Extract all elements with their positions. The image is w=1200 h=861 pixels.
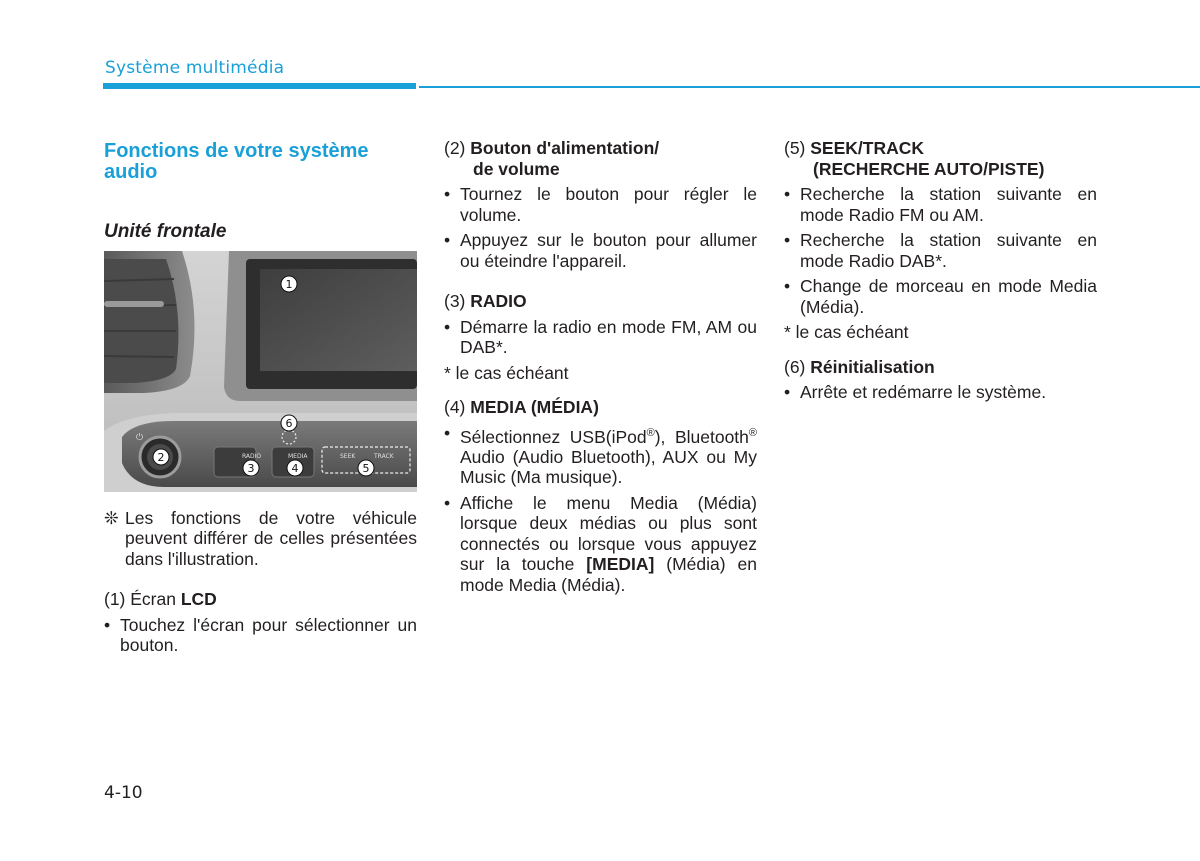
item-3-name: RADIO xyxy=(470,291,527,311)
item-6-bullets xyxy=(784,382,1097,403)
callout-2: 2 xyxy=(157,450,165,464)
radio-button-label: RADIO xyxy=(242,452,262,460)
item-1-heading: (1) Écran LCD xyxy=(104,589,217,609)
item-6-heading: (6) Réinitialisation xyxy=(784,356,935,377)
availability-note: * le cas échéant xyxy=(444,362,569,383)
callout-5: 5 xyxy=(362,461,370,475)
list-item: • Recherche la station suivante en mode Radio DAB*. xyxy=(784,230,1097,271)
item-2-bullets xyxy=(444,184,757,271)
item-4-bullets xyxy=(444,423,757,596)
track-button-label: TRACK xyxy=(374,452,394,460)
list-item: • Sélectionnez USB(iPod®), Bluetooth® Audio (Audio Bluetooth), AUX ou My Music (Ma musique). xyxy=(444,423,757,488)
remark-symbol: ❊ xyxy=(104,507,119,528)
item-4-heading: (4) MEDIA (MÉDIA) xyxy=(444,397,599,417)
page-number: 4-10 xyxy=(104,783,143,803)
column-left xyxy=(104,138,417,661)
media-button-label: MEDIA xyxy=(288,452,308,460)
item-4-name: MEDIA (MÉDIA) xyxy=(470,397,599,417)
list-item: • Démarre la radio en mode FM, AM ou DAB*. xyxy=(444,317,757,358)
item-5-heading-line2: (RECHERCHE AUTO/PISTE) xyxy=(813,158,1045,179)
list-item: • Touchez l'écran pour sélectionner un bouton. xyxy=(104,615,417,656)
remark-text: Les fonctions de votre véhicule peuvent différer de celles présentées dans l'illustration. xyxy=(125,507,417,569)
item-3-heading: (3) RADIO xyxy=(444,291,527,311)
item-2-heading-line2: de volume xyxy=(473,158,560,179)
item-2-heading: (2) Bouton d'alimentation/ xyxy=(444,138,660,158)
head-unit-drawing xyxy=(104,251,417,492)
callout-3: 3 xyxy=(247,461,255,475)
item-5-name: SEEK/TRACK xyxy=(810,138,925,158)
list-item: • Recherche la station suivante en mode Radio FM ou AM. xyxy=(784,184,1097,225)
item-5-heading: (5) SEEK/TRACK xyxy=(784,138,925,158)
illustration-remark xyxy=(104,508,417,570)
page-header-title: Système multimédia xyxy=(105,58,285,78)
item-5-bullets xyxy=(784,184,1097,317)
column-middle xyxy=(444,138,757,600)
header-rule-thin xyxy=(419,86,1200,88)
item-6-name: Réinitialisation xyxy=(810,356,935,377)
seek-button-label: SEEK xyxy=(340,452,356,460)
callout-1: 1 xyxy=(285,277,293,291)
callout-4: 4 xyxy=(291,461,299,475)
column-right xyxy=(784,138,1097,408)
list-item: • Arrête et redémarre le système. xyxy=(784,382,1097,403)
callout-6: 6 xyxy=(285,416,293,430)
subsection-title: Unité frontale xyxy=(104,221,227,242)
svg-text:⏻: ⏻ xyxy=(136,432,144,443)
item-1-name: LCD xyxy=(180,589,217,609)
section-title: Fonctions de votre système audio xyxy=(104,140,369,183)
list-item: • Appuyez sur le bouton pour allumer ou éteindre l'appareil. xyxy=(444,230,757,271)
item-1-bullets xyxy=(104,615,417,656)
item-2-name: Bouton d'alimentation/ xyxy=(470,138,660,158)
list-item: • Affiche le menu Media (Média) lorsque deux médias ou plus sont connectés ou lorsque vous appuyez sur la touche [MEDIA] (Média) en mode Media (Média). xyxy=(444,493,757,596)
item-3-bullets xyxy=(444,317,757,358)
availability-note: * le cas échéant xyxy=(784,322,909,342)
list-item: • Change de morceau en mode Media (Média). xyxy=(784,276,1097,317)
header-rule-thick xyxy=(103,83,416,89)
head-unit-illustration xyxy=(104,251,417,492)
list-item: • Tournez le bouton pour régler le volume. xyxy=(444,184,757,225)
